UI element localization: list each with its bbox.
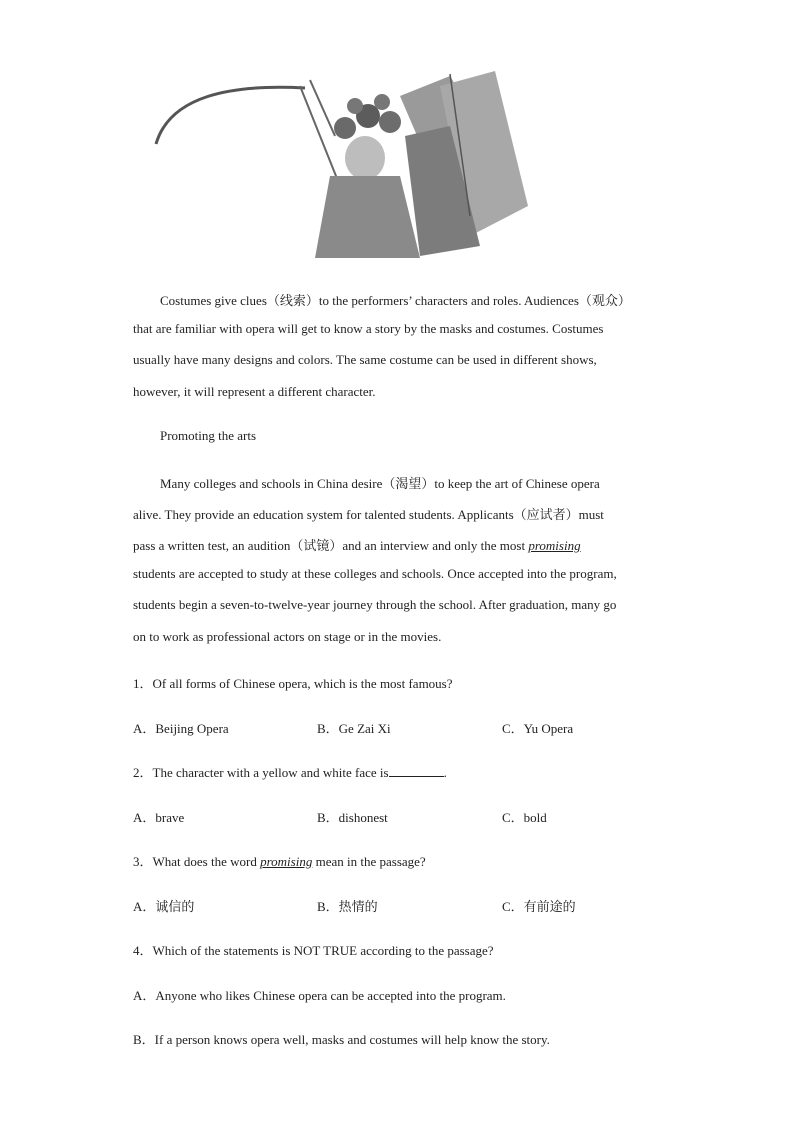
passage-line: that are familiar with opera will get to know a story by the masks and costumes. Costumes [133, 321, 604, 336]
option-c[interactable]: C．bold [502, 810, 547, 825]
passage-line: on to work as professional actors on stage or in the movies. [133, 629, 442, 644]
passage-line: Costumes give clues（线索）to the performers’ characters and roles. Audiences（观众） [160, 293, 631, 308]
passage-line: Many colleges and schools in China desire（渴望）to keep the art of Chinese opera [160, 476, 600, 491]
option-a[interactable]: A．Beijing Opera [133, 721, 229, 736]
passage-text: pass a written test, an audition（试镜）and an interview and only the most [133, 538, 529, 553]
option-b[interactable]: B．热情的 [317, 899, 378, 914]
option-a[interactable]: A．诚信的 [133, 899, 195, 914]
question-stem: 4．Which of the statements is NOT TRUE according to the passage? [133, 943, 494, 958]
question-text: mean in the passage? [312, 854, 426, 869]
passage-line: usually have many designs and colors. The same costume can be used in different shows, [133, 352, 597, 367]
option-b[interactable]: B．Ge Zai Xi [317, 721, 391, 736]
option-a[interactable]: A．brave [133, 810, 185, 825]
passage-line: alive. They provide an education system for talented students. Applicants（应试者）must [133, 507, 604, 522]
opera-performer-illustration [150, 66, 535, 258]
option-a[interactable]: A．Anyone who likes Chinese opera can be accepted into the program. [133, 988, 506, 1003]
passage-line: however, it will represent a different character. [133, 384, 376, 399]
question-text: 3．What does the word [133, 854, 261, 869]
section-heading: Promoting the arts [160, 428, 257, 443]
question-text: . [443, 765, 447, 780]
answer-blank[interactable] [389, 764, 444, 777]
option-b[interactable]: B．If a person knows opera well, masks and costumes will help know the story. [133, 1032, 550, 1047]
question-stem [133, 762, 447, 781]
passage-line: students begin a seven-to-twelve-year journey through the school. After graduation, many go [133, 597, 617, 612]
underlined-word: promising [260, 854, 313, 869]
option-b[interactable]: B．dishonest [317, 810, 388, 825]
passage-line [133, 535, 581, 554]
underlined-word: promising [528, 538, 581, 553]
question-stem [133, 851, 426, 870]
passage-line: students are accepted to study at these colleges and schools. Once accepted into the program, [133, 566, 617, 581]
option-c[interactable]: C．有前途的 [502, 899, 576, 914]
question-text: 2．The character with a yellow and white face is [133, 765, 389, 780]
option-c[interactable]: C．Yu Opera [502, 721, 574, 736]
question-stem: 1．Of all forms of Chinese opera, which is the most famous? [133, 676, 453, 691]
